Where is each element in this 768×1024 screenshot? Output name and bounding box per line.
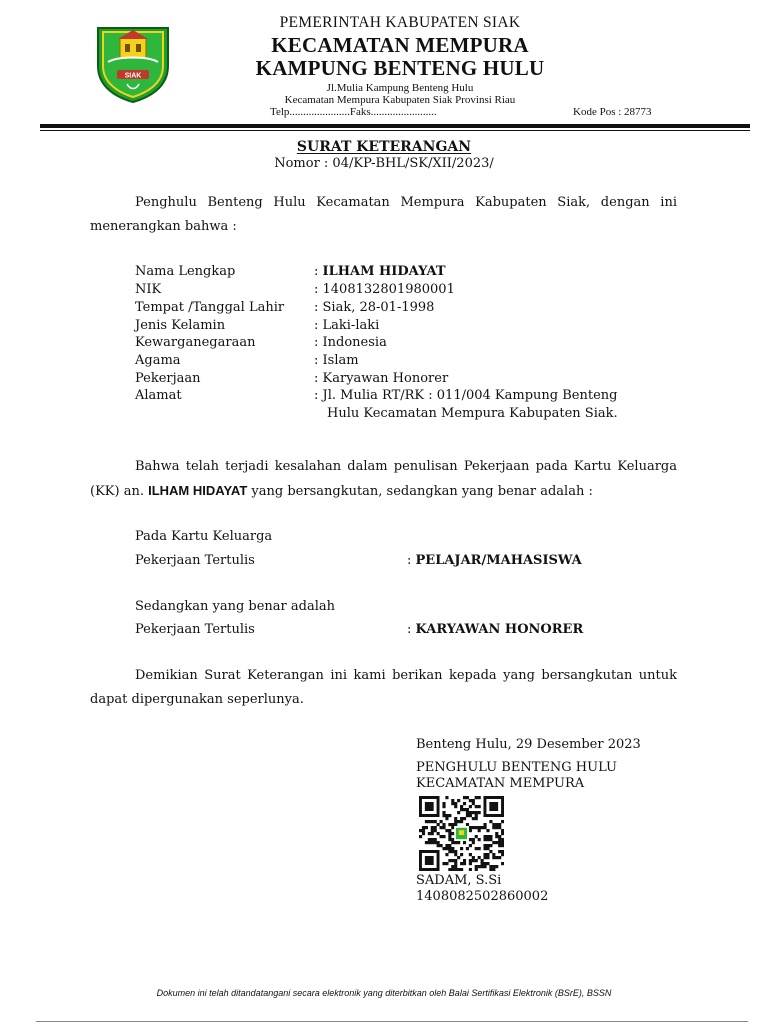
written-occupation-value-2: : KARYAWAN HONORER [407,622,584,637]
siak-regency-emblem [90,22,176,104]
gender-label: Jenis Kelamin [135,318,226,333]
religion-label: Agama [135,353,181,368]
nik-value: : 1408132801980001 [314,282,455,297]
signature-qr-code [419,796,504,871]
footer-divider [36,1021,748,1022]
written-occupation-label-1: Pekerjaan Tertulis [135,553,255,568]
ttl-value: : Siak, 28-01-1998 [314,300,435,315]
header-village: KAMPUNG BENTENG HULU [255,56,545,80]
logo-text: SIAK [124,72,142,80]
address-value-line2: Hulu Kecamatan Mempura Kabupaten Siak. [327,406,618,421]
kk-label: Pada Kartu Keluarga [135,529,273,544]
written-occupation-value-1: : PELAJAR/MAHASISWA [407,553,582,568]
written-occupation-label-2: Pekerjaan Tertulis [135,622,255,637]
header-district: KECAMATAN MEMPURA [271,33,529,57]
signer-name: SADAM, S.Si [416,873,502,888]
header-divider-thick [40,124,750,128]
address-value-line1: : Jl. Mulia RT/RK : 011/004 Kampung Benteng [314,388,618,403]
occupation-label: Pekerjaan [135,371,201,386]
correction-paragraph-name: ILHAM HIDAYAT [148,483,248,498]
ttl-label: Tempat /Tanggal Lahir [135,300,285,315]
closing-paragraph: Demikian Surat Keterangan ini kami berikan kepada yang bersangkutan untuk dapat dipergunakan seperlunya. [90,668,677,707]
citizenship-label: Kewarganegaraan [135,335,256,350]
electronic-signature-footnote: Dokumen ini telah ditandatangani secara elektronik yang diterbitkan oleh Balai Sertifikasi Elektronik (BSrE), BSSN [156,988,612,998]
signature-position-2: KECAMATAN MEMPURA [416,776,585,791]
header-address-region: Kecamatan Mempura Kabupaten Siak Provinsi Riau [284,94,516,106]
address-label: Alamat [135,388,182,403]
gender-value: : Laki-laki [314,318,380,333]
letter-number: Nomor : 04/KP-BHL/SK/XII/2023/ [274,156,494,171]
signer-nip: 1408082502860002 [416,889,549,904]
header-divider-thin [40,130,750,131]
citizenship-value: : Indonesia [314,335,387,350]
header-postal-code: Kode Pos : 28773 [573,106,652,118]
signature-position-1: PENGHULU BENTENG HULU [416,760,617,775]
letter-title-text: SURAT KETERANGAN [296,139,472,155]
nama-value: : ILHAM HIDAYAT [314,264,446,279]
religion-value: : Islam [314,353,359,368]
letter-title [0,139,768,155]
nama-label: Nama Lengkap [135,264,236,279]
header-address-street: Jl.Mulia Kampung Benteng Hulu [326,82,474,94]
correct-label: Sedangkan yang benar adalah [135,599,336,614]
header-government: PEMERINTAH KABUPATEN SIAK [279,14,521,31]
intro-paragraph: Penghulu Benteng Hulu Kecamatan Mempura Kabupaten Siak, dengan ini menerangkan bahwa : [90,195,677,234]
occupation-value: : Karyawan Honorer [314,371,449,386]
signature-place-date: Benteng Hulu, 29 Desember 2023 [416,737,641,752]
header-telp-fax: Telp......................Faks........................ [270,106,437,118]
nik-label: NIK [135,282,162,297]
correction-paragraph: Bahwa telah terjadi kesalahan dalam penulisan Pekerjaan pada Kartu Keluarga (KK) an. ILHAM HIDAYAT yang bersangkutan, sedangkan yang benar adalah : [90,459,677,499]
